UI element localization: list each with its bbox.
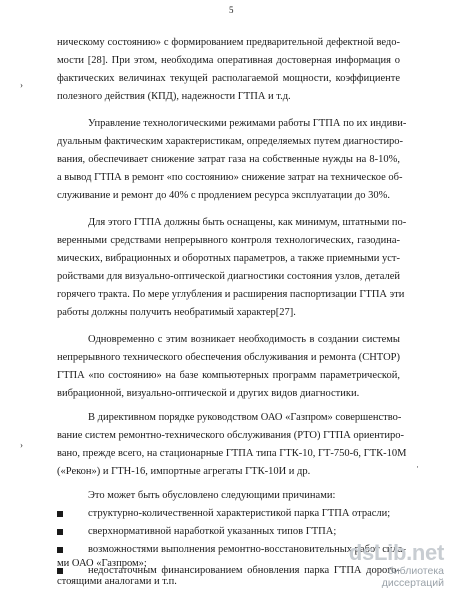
text-line: («Рекон») и ГТН-16, импортные агрегаты ГТК-10И и др.	[57, 466, 311, 477]
margin-mark: ›	[20, 80, 23, 90]
bullet-item: возможностями выполнения ремонтно-восстановительных работ сила-	[88, 544, 406, 555]
text-line: вания, обеспечивает снижение затрат газа на собственные нужды на 8-10%,	[57, 154, 400, 165]
text-line: вание систем ремонтно-технического обслуживания (РТО) ГТПА ориентиро-	[57, 430, 405, 441]
watermark-subtitle: библиотека диссертаций	[381, 565, 444, 589]
text-line: Управление технологическими режимами работы ГТПА по их индиви-	[88, 118, 407, 129]
text-line: вибрационной, визуально-оптической и других видов диагностики.	[57, 388, 360, 399]
bullet-item: структурно-количественной характеристикой парка ГТПА отрасли;	[88, 508, 391, 519]
margin-mark: ›	[20, 440, 23, 450]
bullet-item: недостаточным финансированием обновления парка ГТПА дорого-	[88, 565, 400, 576]
text-line: Это может быть обусловлено следующими причинами:	[88, 490, 336, 501]
bullet-continuation: стоящими аналогами и т.п.	[57, 576, 177, 587]
bullet-marker	[57, 547, 63, 553]
page-number: 5	[229, 5, 234, 15]
text-line: мических, вибрационных и оборотных параметров, а также приемными уст-	[57, 253, 400, 264]
bullet-marker	[57, 511, 63, 517]
bullet-continuation: ми ОАО «Газпром»;	[57, 558, 147, 569]
bullet-item: сверхнормативной наработкой указанных типов ГТПА;	[88, 526, 337, 537]
text-line: работы должны получить необратимый характер[27].	[57, 307, 296, 318]
text-line: вано, прежде всего, на стационарные ГТПА типа ГТК-10, ГТ-750-6, ГТК-10М	[57, 448, 407, 459]
text-line: веренными средствами непрерывного контроля технологических, газодина-	[57, 235, 400, 246]
text-line: непрерывного технического обеспечения обслуживания и ремонта (СНТОР)	[57, 352, 400, 363]
text-line: дуальным фактическим характеристикам, определяемых путем диагностиро-	[57, 136, 404, 147]
margin-mark: ·	[416, 462, 419, 472]
text-line: ройствами для визуально-оптической диагностики состояния узлов, деталей	[57, 271, 400, 282]
text-line: ническому состоянию» с формированием предварительной дефектной ведо-	[57, 37, 400, 48]
watermark	[334, 540, 444, 589]
text-line: В директивном порядке руководством ОАО «Газпром» совершенство-	[88, 412, 402, 423]
text-line: мости [28]. При этом, необходима оперативная достоверная информация о	[57, 55, 400, 66]
bullet-marker	[57, 529, 63, 535]
text-line: Для этого ГТПА должны быть оснащены, как минимум, штатными по-	[88, 217, 407, 228]
watermark-logo: dsLib.net	[348, 540, 444, 565]
text-line: а вывод ГТПА в ремонт «по состоянию» снижение затрат на техническое об-	[57, 172, 403, 183]
text-line: фактических величинах текущей располагаемой мощности, коэффициенте	[57, 73, 400, 84]
text-line: ГТПА «по состоянию» на базе компьютерных программ параметрической,	[57, 370, 400, 381]
text-line: полезного действия (КПД), надежности ГТПА и т.д.	[57, 91, 291, 102]
text-line: служивание и ремонт до 40% с продлением ресурса эксплуатации до 30%.	[57, 190, 390, 201]
text-line: Одновременно с этим возникает необходимость в создании системы	[88, 334, 400, 345]
text-line: горячего тракта. По мере углубления и расширения паспортизации ГТПА эти	[57, 289, 405, 300]
